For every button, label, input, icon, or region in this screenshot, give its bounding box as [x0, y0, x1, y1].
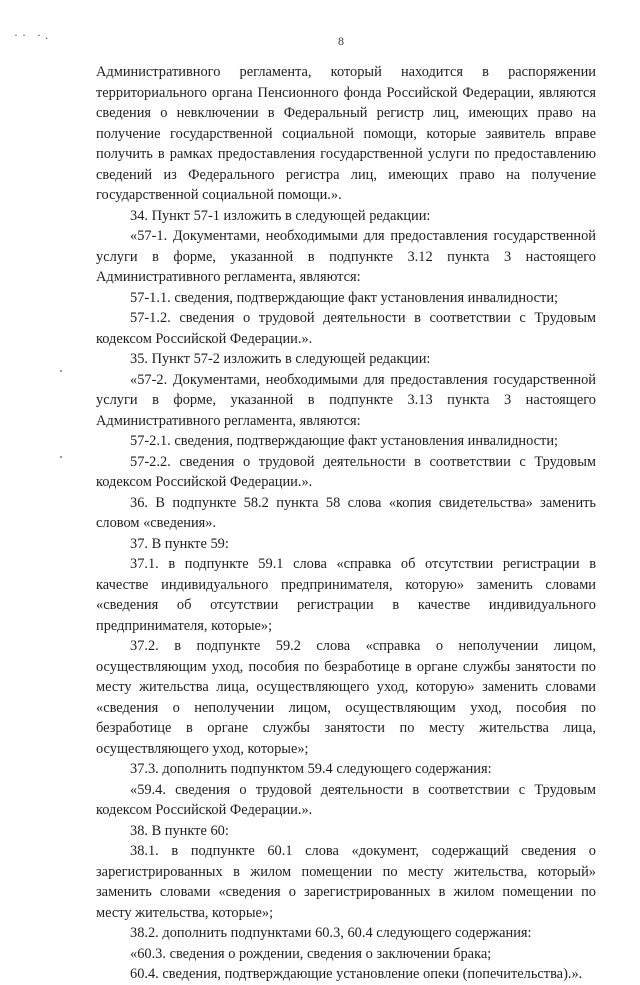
- paragraph: 57-2.2. сведения о трудовой деятельности в соответствии с Трудовым кодексом Российской Федерации.».: [96, 453, 596, 490]
- paragraph: «59.4. сведения о трудовой деятельности в соответствии с Трудовым кодексом Российской Федерации.».: [96, 781, 596, 818]
- paragraph: 38.2. дополнить подпунктами 60.3, 60.4 следующего содержания:: [130, 925, 532, 941]
- scan-dot: [60, 370, 62, 372]
- paragraph: 37.3. дополнить подпунктом 59.4 следующего содержания:: [130, 761, 492, 777]
- paragraph: 57-1.1. сведения, подтверждающие факт установления инвалидности;: [130, 289, 559, 306]
- paragraph: 37. В пункте 59:: [130, 535, 229, 552]
- page-number: 8: [338, 34, 344, 48]
- paragraph: «57-2. Документами, необходимыми для предоставления государственной услуги в форме, указанной в подпункте 3.13 пункта 3 настоящего Административного регламента, являются:: [96, 371, 596, 429]
- paragraph: 35. Пункт 57-2 изложить в следующей редакции:: [130, 351, 431, 367]
- paragraph: 60.4. сведения, подтверждающие установление опеки (попечительства).».: [130, 966, 583, 982]
- paragraph: 34. Пункт 57-1 изложить в следующей редакции:: [130, 207, 431, 224]
- paragraph: 37.2. в подпункте 59.2 слова «справка о неполучении лицом, осуществляющим уход, пособия по безработице в органе службы занятости по месту жительства лица, осуществляющего уход, которую» заменить словами «сведения о неполучении лицом, осуществляющим уход, пособия по безработице в органе службы занятости по месту жительства лица, осуществляющего уход, которые»;: [96, 638, 596, 757]
- paragraph: 57-2.1. сведения, подтверждающие факт установления инвалидности;: [130, 433, 559, 449]
- document-body: [96, 62, 596, 985]
- paragraph: «60.3. сведения о рождении, сведения о заключении брака;: [130, 945, 492, 962]
- paragraph: 38. В пункте 60:: [130, 822, 229, 839]
- paragraph: 57-1.2. сведения о трудовой деятельности в соответствии с Трудовым кодексом Российской Федерации.».: [96, 310, 596, 347]
- paragraph: «57-1. Документами, необходимыми для предоставления государственной услуги в форме, указанной в подпункте 3.12 пункта 3 настоящего Административного регламента, являются:: [96, 228, 596, 285]
- scan-edge-marks: ·· ·.: [14, 28, 52, 42]
- scan-dot: [60, 456, 62, 458]
- paragraph: 38.1. в подпункте 60.1 слова «документ, содержащий сведения о зарегистрированных в жилом помещении по месту жительства, который» заменить словами «сведения о зарегистрированных в жилом помещении по месту жительства, которые»;: [96, 843, 596, 921]
- paragraph: 36. В подпункте 58.2 пункта 58 слова «копия свидетельства» заменить словом «сведения».: [96, 494, 596, 531]
- paragraph: 37.1. в подпункте 59.1 слова «справка об отсутствии регистрации в качестве индивидуального предпринимателя, которую» заменить словами «сведения об отсутствии регистрации в качестве индивидуального предпринимателя, которые»;: [96, 556, 596, 634]
- paragraph: Административного регламента, который находится в распоряжении территориального органа Пенсионного фонда Российской Федерации, являются сведения о невключении в Федеральный регистр лиц, имеющих право на получение государственной социальной помощи, которые заявитель вправе получить в рамках предоставления государственной услуги по предоставлению сведений из Федерального регистра лиц, имеющих право на получение государственной социальной помощи.».: [96, 64, 596, 203]
